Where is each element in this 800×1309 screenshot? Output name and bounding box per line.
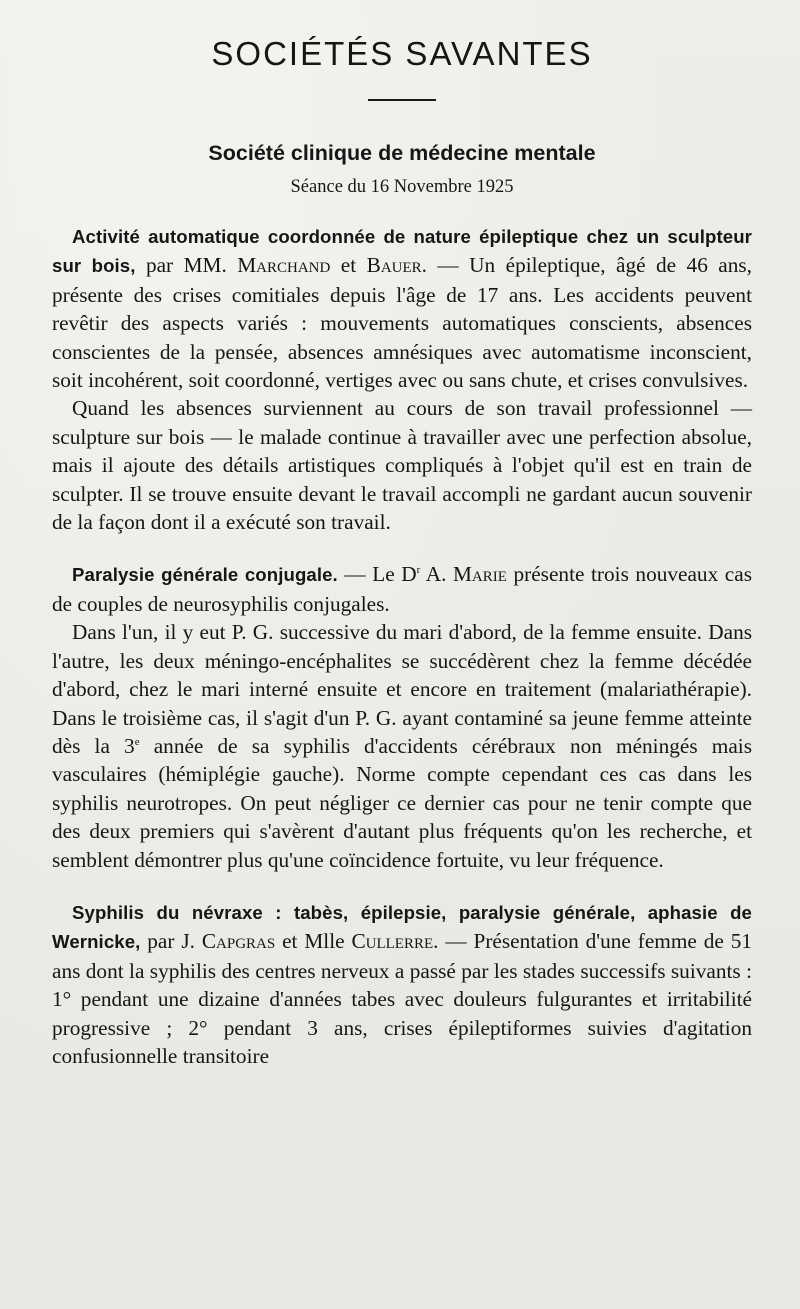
author-name: Bauer — [366, 253, 422, 278]
entry-paragraph — [52, 898, 752, 1070]
entry-title: Syphilis du névraxe : tabès, épilepsie, paralysie générale, aphasie de Wernicke, — [52, 901, 752, 953]
byline-text: par J. — [140, 929, 202, 954]
body-text: . — Un épileptique, âgé de 46 ans, présente des crises comitiales depuis l'âge de 17 ans. Les accidents peuvent revêtir des aspects variés : mouvements automatiques conscients, absences conscientes de la pensée, absences amnésiques avec automatisme inconscient, soit incohérent, soit coordonné, vertiges avec ou sans chute, et crises convulsives. — [52, 253, 752, 393]
byline-text: — Le D — [337, 562, 417, 587]
session-date: Séance du 16 Novembre 1925 — [290, 177, 514, 197]
title-rule — [368, 99, 436, 101]
running-head: SOCIÉTÉS SAVANTES — [211, 35, 593, 72]
entry-automatic-activity — [52, 222, 752, 536]
byline-text: et Mlle — [275, 929, 352, 954]
byline-text: par MM. — [135, 253, 238, 278]
entry-conjugal-paralysis — [52, 560, 752, 873]
body-text: présente trois nouveaux cas de couples de neurosyphilis conjugales. — [52, 562, 752, 616]
entry-title: Activité automatique coordonnée de nature épileptique chez un sculpteur sur bois, — [52, 226, 752, 277]
entry-paragraph: Quand les absences surviennent au cours de son travail professionnel — sculpture sur bois — le malade continue à travailler avec une perfection absolue, mais il ajoute des détails artistiques compliqués à l'objet qu'il est en train de sculpter. Il se trouve ensuite devant le travail accompli ne gardant aucun souvenir de la façon dont il a exécuté son travail. — [52, 396, 752, 535]
body-text: Dans l'un, il y eut P. G. successive du mari d'abord, de la femme ensuite. Dans l'autre, les deux méningo-encéphalites se succédèrent chez la femme décédée d'abord, chez le mari interné ensuite et encore en traitement (malariathérapie). Dans le troisième cas, il s'agit d'un P. G. ayant contaminé sa jeune femme atteinte dès la 3 — [52, 620, 752, 758]
entry-title: Paralysie générale conjugale. — [72, 564, 338, 586]
byline-text: A. — [420, 562, 453, 587]
entry-neuraxis-syphilis — [52, 898, 752, 1070]
entry-paragraph — [52, 618, 752, 874]
author-name: Capgras — [201, 929, 276, 954]
author-name: Marchand — [237, 253, 331, 278]
byline-text: et — [330, 253, 367, 278]
society-title: Société clinique de médecine mentale — [208, 141, 596, 165]
entry-paragraph — [52, 560, 752, 618]
author-name: Cullerre — [351, 929, 434, 954]
author-name: Marie — [452, 562, 507, 587]
superscript: e — [134, 735, 140, 748]
body-text: année de sa syphilis d'accidents cérébraux non méningés mais vasculaires (hémiplégie gauche). Norme compte cependant ces cas dans les syphilis neurotropes. On peut négliger ce dernier cas pour ne tenir compte que des deux premiers qui s'avèrent d'autant plus fréquents qu'on les recherche, et semblent démontrer plus qu'une coïncidence fortuite, vu leur fréquence. — [52, 733, 752, 872]
entry-paragraph — [52, 222, 752, 394]
superscript: r — [416, 564, 421, 577]
body-text: . — Présentation d'une femme de 51 ans dont la syphilis des centres nerveux a passé par les stades successifs suivants : 1° pendant une dizaine d'années tabes avec douleurs fulgurantes et irritabilité progressive ; 2° pendant 3 ans, crises épileptiformes suivies d'agitation confusionnelle transitoire — [52, 929, 753, 1068]
